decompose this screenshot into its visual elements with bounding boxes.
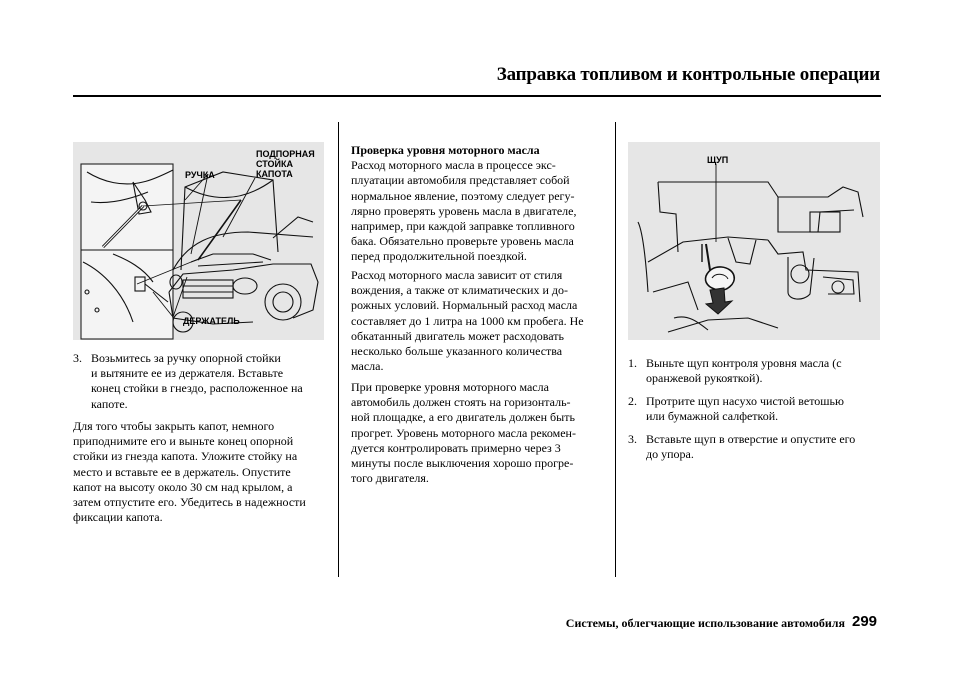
text-line: Выньте щуп контроля уровня масла (с bbox=[646, 356, 842, 370]
header-rule bbox=[73, 95, 881, 97]
text-line: Расход моторного масла зависит от стиля bbox=[351, 268, 563, 282]
dipstick-illustration bbox=[628, 142, 880, 340]
text-line: и вытяните ее из держателя. Вставьте bbox=[91, 366, 284, 381]
text-line: до упора. bbox=[646, 447, 694, 462]
text-line: автомобиль должен стоять на горизонталь- bbox=[351, 395, 571, 410]
text-line: место и вставьте ее в держатель. Опустите bbox=[73, 464, 291, 479]
step-text bbox=[91, 351, 333, 412]
label-support-line: СТОЙКА bbox=[256, 159, 294, 169]
text-line: масла. bbox=[351, 359, 384, 374]
text-line: затем отпустите его. Убедитесь в надежности bbox=[73, 495, 306, 510]
text-line: стойки из гнезда капота. Уложите стойку на bbox=[73, 449, 298, 464]
text-line: обкатанный двигатель может расходовать bbox=[351, 328, 565, 343]
text-line: ной площадке, а его двигатель должен быть bbox=[351, 410, 575, 425]
text-line: При проверке уровня моторного масла bbox=[351, 380, 549, 394]
text-line: Для того чтобы закрыть капот, немного bbox=[73, 419, 275, 433]
step-1-remove-dipstick bbox=[628, 356, 880, 386]
text-line: оранжевой рукояткой). bbox=[646, 371, 763, 386]
text-line: рожных условий. Нормальный расход масла bbox=[351, 298, 578, 313]
text-line: приподнимите его и выньте конец опорной bbox=[73, 434, 294, 449]
step-number: 3. bbox=[628, 432, 637, 446]
step-text bbox=[646, 356, 880, 386]
text-line: того двигателя. bbox=[351, 471, 429, 486]
text-line: Вставьте щуп в отверстие и опустите его bbox=[646, 432, 856, 446]
text-line: капот на высоту около 30 см над крылом, а bbox=[73, 479, 293, 494]
label-handle: РУЧКА bbox=[185, 170, 215, 180]
step-3-insert-dipstick bbox=[628, 432, 880, 462]
page-number: 299 bbox=[852, 613, 878, 630]
text-line: дуется контролировать примерно через 3 bbox=[351, 440, 561, 455]
dipstick-drawing bbox=[628, 142, 880, 340]
column-divider-left bbox=[338, 122, 339, 577]
text-line: составляет до 1 литра на 1000 км пробега. Не bbox=[351, 313, 584, 328]
label-dipstick: ЩУП bbox=[707, 155, 729, 165]
footer-section-title: Системы, облегчающие использование автомобиля bbox=[565, 616, 845, 630]
step-text bbox=[646, 432, 880, 462]
text-line: Протрите щуп насухо чистой ветошью bbox=[646, 394, 844, 408]
label-support-line: КАПОТА bbox=[256, 169, 293, 179]
text-line: Возьмитесь за ручку опорной стойки bbox=[91, 351, 281, 365]
text-line: перед продолжительной поездкой. bbox=[351, 249, 527, 264]
text-line: несколько больше указанного количества bbox=[351, 344, 563, 359]
step-3-open-hood bbox=[73, 351, 333, 412]
label-holder: ДЕРЖАТЕЛЬ bbox=[183, 316, 240, 326]
label-support-line: ПОДПОРНАЯ bbox=[256, 149, 315, 159]
section-heading: Проверка уровня моторного масла bbox=[351, 143, 540, 157]
step-2-wipe-dipstick bbox=[628, 394, 880, 424]
text-line: плуатации автомобиля представляет собой bbox=[351, 173, 570, 188]
text-line: например, при каждой заправке топливного bbox=[351, 219, 575, 234]
step-number: 3. bbox=[73, 351, 82, 365]
step-number: 1. bbox=[628, 356, 637, 370]
label-support-rod bbox=[256, 149, 315, 179]
step-number: 2. bbox=[628, 394, 637, 408]
step-text bbox=[646, 394, 880, 424]
text-line: конец стойки в гнездо, расположенное на bbox=[91, 381, 303, 396]
text-line: нормальное явление, поэтому следует регу- bbox=[351, 188, 575, 203]
oil-check-intro bbox=[351, 143, 606, 265]
oil-consumption-paragraph bbox=[351, 268, 606, 374]
closing-hood-paragraph bbox=[73, 419, 333, 525]
oil-check-conditions-paragraph bbox=[351, 380, 606, 486]
text-line: прогрет. Уровень моторного масла рекомен- bbox=[351, 425, 576, 440]
text-line: вождения, а также от климатических и до- bbox=[351, 283, 568, 298]
page-title: Заправка топливом и контрольные операции bbox=[496, 64, 880, 85]
hood-support-illustration bbox=[73, 142, 324, 340]
text-line: бака. Обязательно проверьте уровень масла bbox=[351, 234, 574, 249]
column-divider-right bbox=[615, 122, 616, 577]
text-line: минуты после выключения хорошо прогре- bbox=[351, 456, 574, 471]
text-line: фиксации капота. bbox=[73, 510, 163, 525]
text-line: или бумажной салфеткой. bbox=[646, 409, 779, 424]
text-line: капоте. bbox=[91, 396, 128, 411]
text-line: Расход моторного масла в процессе экс- bbox=[351, 158, 556, 173]
text-line: лярно проверять уровень масла в двигателе, bbox=[351, 203, 577, 218]
